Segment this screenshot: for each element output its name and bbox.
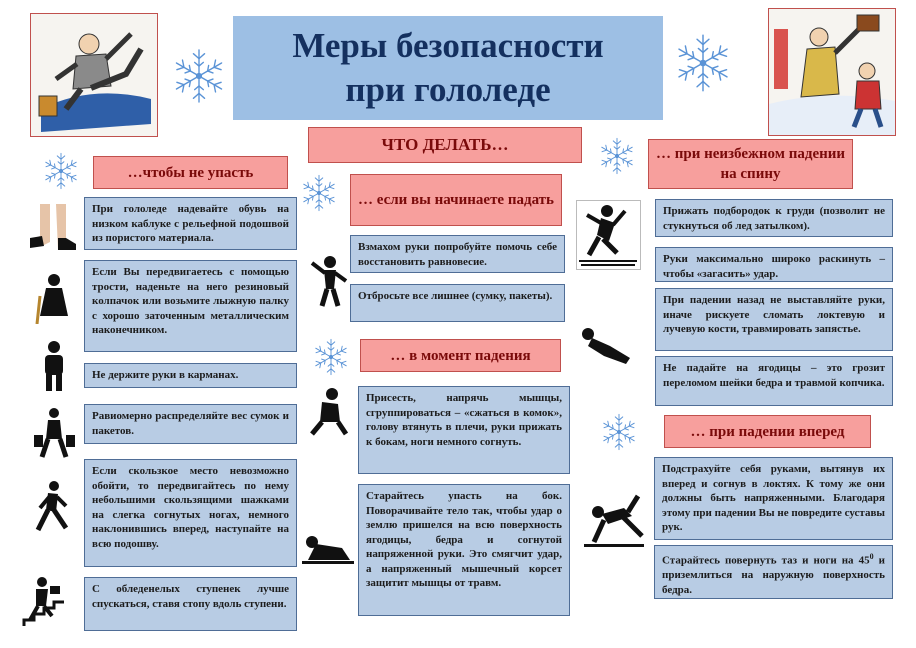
standing-person-icon xyxy=(28,340,80,392)
snowflake-icon xyxy=(298,172,340,214)
tip-balance-bags: Равиомерно распределяйте вес сумок и пакетов. xyxy=(84,404,297,444)
tip-no-hands-back: При падении назад не выставляйте руки, иначе рискуете сломать локтевую и лучевую кости, травмировать запястье. xyxy=(655,288,893,351)
tip-wave-arm: Взмахом руки попробуйте помочь себе восстановить равновесие. xyxy=(350,235,565,273)
fallen-on-side-icon xyxy=(302,520,354,572)
snowflake-icon xyxy=(670,30,736,96)
left-section-header: …чтобы не упасть xyxy=(93,156,288,189)
what-to-do-header: ЧТО ДЕЛАТЬ… xyxy=(308,127,582,163)
fall-forward-header: … при падении вперед xyxy=(664,415,871,448)
walking-carefully-icon xyxy=(26,480,78,532)
snowflake-icon xyxy=(596,135,638,177)
tip-icy-stairs: С обледенелых ступенек лучше спускаться, ставя стопу вдоль ступени. xyxy=(84,577,297,631)
slipping-man-illustration xyxy=(30,13,158,137)
page-title: Меры безопасности при гололеде xyxy=(292,26,604,109)
tip-spread-arms: Руки максимально широко раскинуть – чтобы «загасить» удар. xyxy=(655,247,893,282)
moment-of-fall-header: … в момент падения xyxy=(360,339,561,372)
person-with-bags-icon xyxy=(28,407,80,459)
slipping-backward-icon xyxy=(576,200,641,270)
elderly-woman-with-cane-icon xyxy=(28,272,80,324)
tip-fall-on-side: Старайтесь упасть на бок. Поворачивайте тело так, чтобы удар о землю пришелся на всю поверхность ягодицы, бедра и согнутой напряженной руки. Это смягчит удар, а напряженный мышечный корсет защитит мышцы от травм. xyxy=(358,484,570,616)
snowflake-icon xyxy=(310,336,352,378)
tip-cushion-with-arms: Подстрахуйте себя руками, вытянув их вперед и согнув в локтях. К тому же они должны быть напряженными. Благодаря этому при падении Вы не повредите суставы рук. xyxy=(654,457,893,540)
tip-group-body: Присесть, напрячь мышцы, сгруппироваться – «сжаться в комок», голову втянуть в плечи, руки прижать к бокам, ноги немного согнуть. xyxy=(358,386,570,474)
tip-sliding-steps: Если скользкое место невозможно обойти, то передвигайтесь по нему небольшими скользящими шажками на слегка согнутых ногах, немного наклонившись вперед, наступайте на всю подошву. xyxy=(84,459,297,567)
tip-hands-out-of-pockets: Не держите руки в карманах. xyxy=(84,363,297,388)
tip-cane: Если Вы передвигаетесь с помощью трости, наденьте на него резиновый колпачок или возьмите лыжную палку с хорошо заточенным металлическим наконечником. xyxy=(84,260,297,352)
page-title-box xyxy=(233,16,663,120)
stairs-descent-icon xyxy=(20,576,72,628)
snowflake-icon xyxy=(598,411,640,453)
fall-backward-header: … при неизбежном падении на спину xyxy=(648,139,853,189)
tip-footwear: При гололеде надевайте обувь на низком каблуке с рельефной подошвой из пористого материала. xyxy=(84,197,297,250)
falling-forward-icon xyxy=(582,490,646,552)
lying-on-back-icon xyxy=(580,320,632,372)
tip-not-on-buttocks: Не падайте на ягодицы – это грозит переломом шейки бедра и травмой копчика. xyxy=(655,356,893,406)
crouching-person-icon xyxy=(302,386,354,438)
boots-icon xyxy=(26,202,78,254)
tip-turn-pelvis: Старайтесь повернуть таз и ноги на $45^0$ и приземлиться на наружную поверхность бедра. xyxy=(654,545,893,599)
tip-chin-to-chest: Прижать подбородок к груди (позволит не стукнуться об лед затылком). xyxy=(655,199,893,237)
two-people-slipping-illustration xyxy=(768,8,896,136)
snowflake-icon xyxy=(40,150,82,192)
balancing-person-icon xyxy=(304,255,356,307)
tip-drop-items: Отбросьте все лишнее (сумку, пакеты). xyxy=(350,284,565,322)
snowflake-icon xyxy=(168,45,230,107)
start-falling-header: … если вы начинаете падать xyxy=(350,174,562,226)
